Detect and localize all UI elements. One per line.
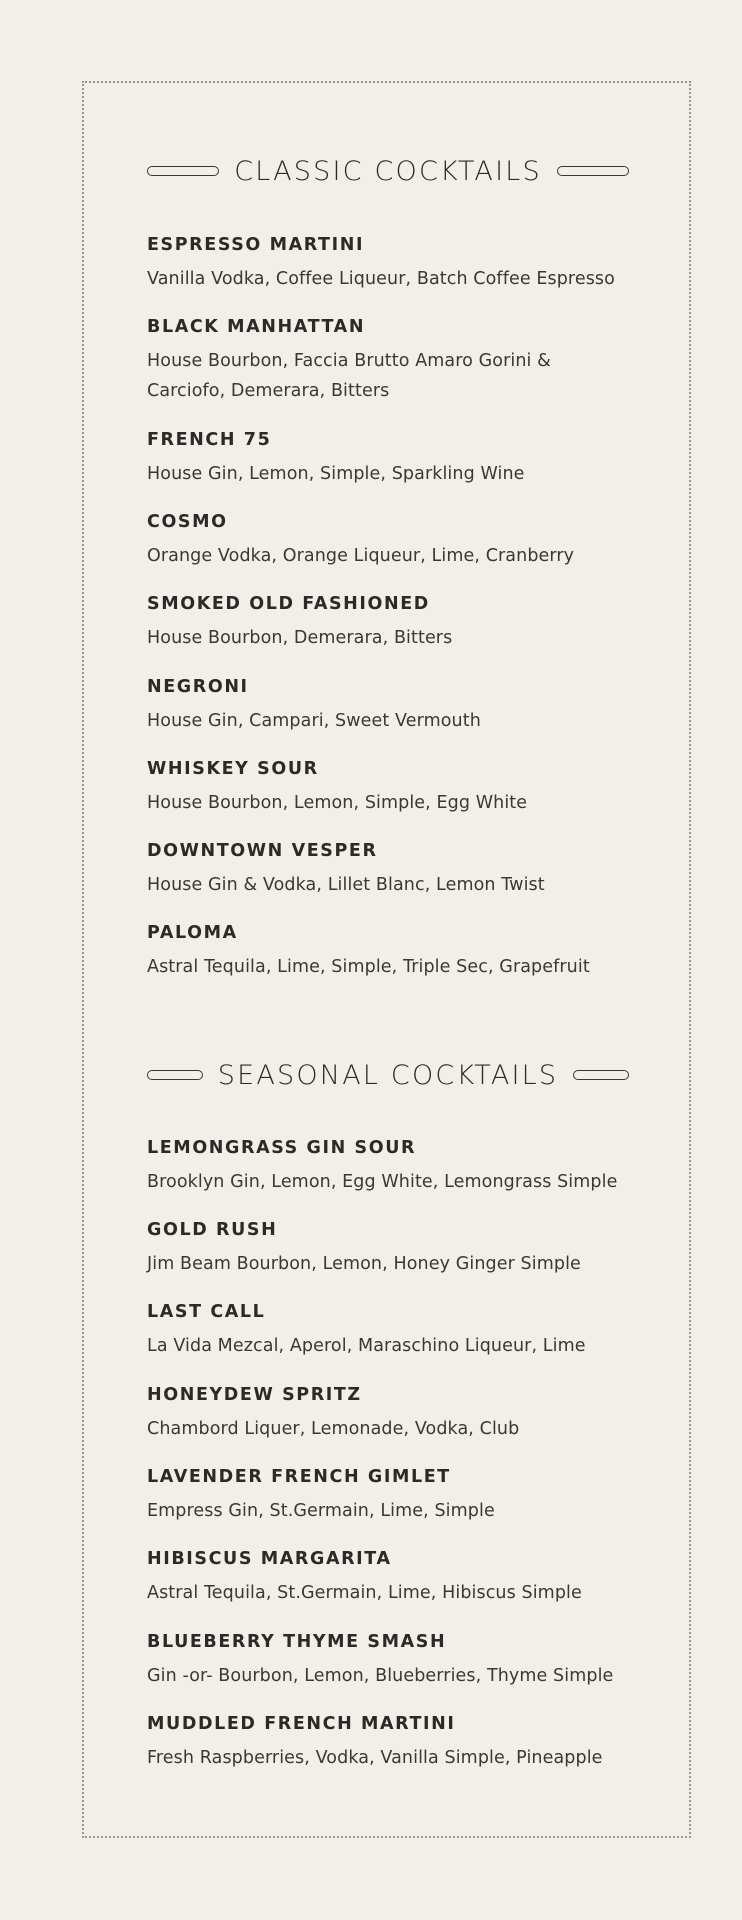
item-description: House Bourbon, Demerara, Bitters	[147, 628, 453, 648]
menu-item	[147, 233, 647, 294]
item-name: ESPRESSO MARTINI	[147, 235, 365, 255]
menu-item	[147, 1218, 647, 1279]
item-name: BLUEBERRY THYME SMASH	[147, 1632, 447, 1652]
menu-item	[147, 428, 647, 489]
menu-item	[147, 1630, 647, 1691]
item-description: Chambord Liquer, Lemonade, Vodka, Club	[147, 1419, 520, 1439]
menu-item	[147, 757, 647, 818]
menu-item	[147, 839, 647, 900]
item-name: PALOMA	[147, 923, 238, 943]
item-name: MUDDLED FRENCH MARTINI	[147, 1714, 456, 1734]
item-description: Astral Tequila, Lime, Simple, Triple Sec, Grapefruit	[147, 957, 590, 977]
item-description: House Bourbon, Faccia Brutto Amaro Gorini & Carciofo, Demerara, Bitters	[147, 351, 551, 401]
menu-item	[147, 1300, 647, 1361]
section-title: SEASONAL COCKTAILS	[217, 1059, 559, 1091]
item-name: GOLD RUSH	[147, 1220, 278, 1240]
header-ornament-right	[573, 1070, 629, 1080]
item-name: FRENCH 75	[147, 430, 272, 450]
item-name: SMOKED OLD FASHIONED	[147, 594, 430, 614]
item-description: Fresh Raspberries, Vodka, Vanilla Simple, Pineapple	[147, 1748, 603, 1768]
menu-item	[147, 1465, 647, 1526]
menu-item	[147, 315, 647, 406]
item-description: Jim Beam Bourbon, Lemon, Honey Ginger Simple	[147, 1254, 581, 1274]
menu-item	[147, 1136, 647, 1197]
menu-item	[147, 1383, 647, 1444]
seasonal-cocktails-header	[147, 1055, 629, 1095]
item-description: House Gin, Campari, Sweet Vermouth	[147, 711, 481, 731]
item-name: DOWNTOWN VESPER	[147, 841, 378, 861]
header-ornament-right	[557, 166, 629, 176]
item-name: HONEYDEW SPRITZ	[147, 1385, 362, 1405]
section-title: CLASSIC COCKTAILS	[234, 155, 542, 187]
item-name: BLACK MANHATTAN	[147, 317, 366, 337]
item-name: LAVENDER FRENCH GIMLET	[147, 1467, 451, 1487]
item-description: Brooklyn Gin, Lemon, Egg White, Lemongrass Simple	[147, 1172, 618, 1192]
item-name: COSMO	[147, 512, 228, 532]
item-name: HIBISCUS MARGARITA	[147, 1549, 392, 1569]
header-ornament-left	[147, 1070, 203, 1080]
item-description: Empress Gin, St.Germain, Lime, Simple	[147, 1501, 495, 1521]
header-ornament-left	[147, 166, 219, 176]
item-name: LEMONGRASS GIN SOUR	[147, 1138, 417, 1158]
item-name: WHISKEY SOUR	[147, 759, 319, 779]
classic-cocktails-header	[147, 151, 629, 191]
menu-item	[147, 1712, 647, 1773]
item-description: Astral Tequila, St.Germain, Lime, Hibiscus Simple	[147, 1583, 582, 1603]
menu-item	[147, 510, 647, 571]
item-description: Orange Vodka, Orange Liqueur, Lime, Cranberry	[147, 546, 575, 566]
menu-item	[147, 675, 647, 736]
item-description: La Vida Mezcal, Aperol, Maraschino Liqueur, Lime	[147, 1336, 586, 1356]
item-description: Gin -or- Bourbon, Lemon, Blueberries, Thyme Simple	[147, 1666, 614, 1686]
item-description: House Gin, Lemon, Simple, Sparkling Wine	[147, 464, 525, 484]
menu-item	[147, 921, 647, 982]
menu-item	[147, 1547, 647, 1608]
item-description: House Bourbon, Lemon, Simple, Egg White	[147, 793, 528, 813]
item-name: NEGRONI	[147, 677, 249, 697]
item-description: House Gin & Vodka, Lillet Blanc, Lemon Twist	[147, 875, 545, 895]
item-description: Vanilla Vodka, Coffee Liqueur, Batch Coffee Espresso	[147, 269, 615, 289]
menu-item	[147, 592, 647, 653]
item-name: LAST CALL	[147, 1302, 266, 1322]
